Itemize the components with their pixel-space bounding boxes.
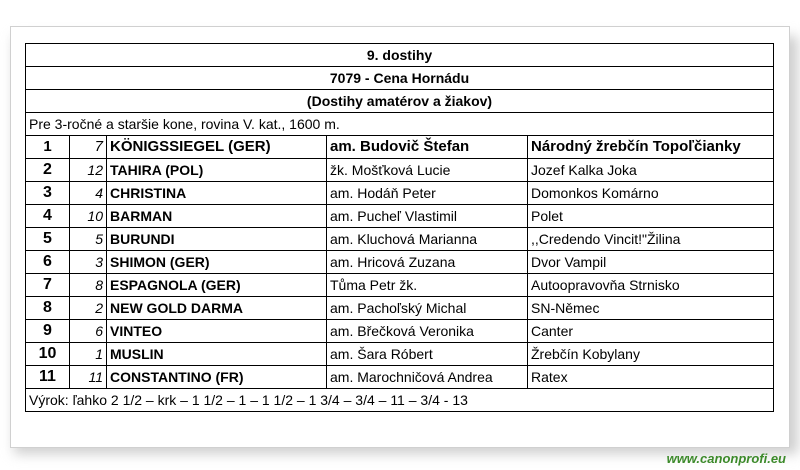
finish-position: 7 [26, 274, 70, 297]
race-results-table [25, 43, 774, 412]
owner-name: Jozef Kalka Joka [528, 159, 774, 182]
race-name-row [26, 67, 774, 90]
winning-margins: Výrok: ľahko 2 1/2 – krk – 1 1/2 – 1 – 1 1/2 – 1 3/4 – 3/4 – 11 – 3/4 - 13 [26, 389, 774, 412]
rider-name: am. Kluchová Marianna [327, 228, 528, 251]
rider-name: am. Hricová Zuzana [327, 251, 528, 274]
start-number: 10 [70, 205, 107, 228]
margins-row [26, 389, 774, 412]
horse-name: KÖNIGSSIEGEL (GER) [107, 136, 327, 159]
result-row [26, 228, 774, 251]
owner-name: Žrebčín Kobylany [528, 343, 774, 366]
start-number: 11 [70, 366, 107, 389]
finish-position: 10 [26, 343, 70, 366]
rider-name: am. Pachoľský Michal [327, 297, 528, 320]
result-row [26, 366, 774, 389]
finish-position: 1 [26, 136, 70, 159]
horse-name: CONSTANTINO (FR) [107, 366, 327, 389]
race-conditions: Pre 3-ročné a staršie kone, rovina V. kat., 1600 m. [26, 113, 774, 136]
rider-name: am. Pucheľ Vlastimil [327, 205, 528, 228]
horse-name: CHRISTINA [107, 182, 327, 205]
rider-name: am. Šara Róbert [327, 343, 528, 366]
horse-name: SHIMON (GER) [107, 251, 327, 274]
start-number: 1 [70, 343, 107, 366]
owner-name: Autoopravovňa Strnisko [528, 274, 774, 297]
result-row [26, 320, 774, 343]
owner-name: Domonkos Komárno [528, 182, 774, 205]
horse-name: BURUNDI [107, 228, 327, 251]
finish-position: 4 [26, 205, 70, 228]
result-row [26, 136, 774, 159]
race-number-row [26, 44, 774, 67]
rider-name: Tůma Petr žk. [327, 274, 528, 297]
rider-name: am. Hodáň Peter [327, 182, 528, 205]
race-conditions-row [26, 113, 774, 136]
result-row [26, 182, 774, 205]
finish-position: 2 [26, 159, 70, 182]
finish-position: 11 [26, 366, 70, 389]
owner-name: Národný žrebčín Topoľčianky [528, 136, 774, 159]
finish-position: 8 [26, 297, 70, 320]
finish-position: 5 [26, 228, 70, 251]
start-number: 4 [70, 182, 107, 205]
start-number: 3 [70, 251, 107, 274]
rider-name: am. Břečková Veronika [327, 320, 528, 343]
race-subtitle: (Dostihy amatérov a žiakov) [26, 90, 774, 113]
result-row [26, 297, 774, 320]
result-row [26, 343, 774, 366]
horse-name: ESPAGNOLA (GER) [107, 274, 327, 297]
start-number: 8 [70, 274, 107, 297]
start-number: 6 [70, 320, 107, 343]
result-row [26, 205, 774, 228]
horse-name: BARMAN [107, 205, 327, 228]
owner-name: SN-Němec [528, 297, 774, 320]
horse-name: MUSLIN [107, 343, 327, 366]
owner-name: Canter [528, 320, 774, 343]
finish-position: 9 [26, 320, 70, 343]
owner-name: Polet [528, 205, 774, 228]
horse-name: VINTEO [107, 320, 327, 343]
rider-name: am. Budovič Štefan [327, 136, 528, 159]
horse-name: NEW GOLD DARMA [107, 297, 327, 320]
result-row [26, 159, 774, 182]
race-name: 7079 - Cena Hornádu [26, 67, 774, 90]
horse-name: TAHIRA (POL) [107, 159, 327, 182]
race-subtitle-row [26, 90, 774, 113]
finish-position: 3 [26, 182, 70, 205]
watermark: www.canonprofi.eu [666, 451, 786, 466]
race-number: 9. dostihy [26, 44, 774, 67]
start-number: 7 [70, 136, 107, 159]
start-number: 5 [70, 228, 107, 251]
rider-name: am. Marochničová Andrea [327, 366, 528, 389]
start-number: 12 [70, 159, 107, 182]
result-row [26, 274, 774, 297]
rider-name: žk. Mošťková Lucie [327, 159, 528, 182]
result-row [26, 251, 774, 274]
owner-name: Dvor Vampil [528, 251, 774, 274]
owner-name: Ratex [528, 366, 774, 389]
finish-position: 6 [26, 251, 70, 274]
owner-name: ,,Credendo Vincit!"Žilina [528, 228, 774, 251]
start-number: 2 [70, 297, 107, 320]
